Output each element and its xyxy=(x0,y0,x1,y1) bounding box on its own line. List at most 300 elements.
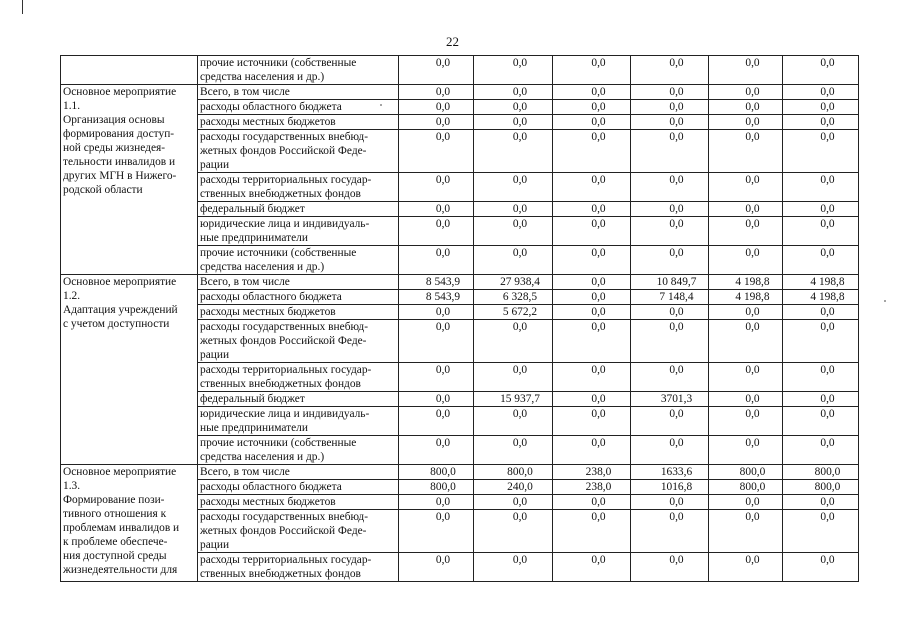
amount-cell xyxy=(631,510,709,553)
amount-value: 0,0 xyxy=(669,174,684,186)
text-line: жетных фондов Российской Феде- xyxy=(200,145,367,157)
text-line: расходы местных бюджетов xyxy=(200,116,336,128)
amount-cell xyxy=(783,465,859,480)
amount-cell xyxy=(709,130,783,173)
amount-value: 0,0 xyxy=(669,203,684,215)
amount-value: 0,0 xyxy=(820,101,835,113)
text-line: расходы областного бюджета xyxy=(200,481,342,493)
amount-value: 800,0 xyxy=(814,466,841,478)
text-line: Всего, в том числе xyxy=(200,276,290,288)
text-line: ственных внебюджетных фондов xyxy=(200,188,361,200)
funding-source-cell xyxy=(198,246,399,275)
amount-cell xyxy=(553,465,631,480)
amount-value: 0,0 xyxy=(512,511,528,523)
table-row xyxy=(61,465,859,480)
amount-cell xyxy=(783,320,859,363)
amount-cell xyxy=(631,56,709,85)
amount-cell xyxy=(631,320,709,363)
amount-cell xyxy=(553,480,631,495)
amount-value: 0,0 xyxy=(435,131,451,143)
amount-cell xyxy=(474,495,553,510)
amount-cell xyxy=(399,436,474,465)
amount-cell xyxy=(399,173,474,202)
amount-cell xyxy=(474,436,553,465)
amount-cell xyxy=(783,115,859,130)
amount-cell xyxy=(553,56,631,85)
amount-cell xyxy=(399,407,474,436)
amount-cell xyxy=(783,290,859,305)
amount-cell xyxy=(709,510,783,553)
text-line: расходы государственных внебюд- xyxy=(200,321,369,333)
amount-value: 0,0 xyxy=(435,203,451,215)
amount-cell xyxy=(474,202,553,217)
amount-value: 0,0 xyxy=(745,321,760,333)
table-row xyxy=(61,85,859,100)
funding-source-cell xyxy=(198,320,399,363)
amount-cell xyxy=(474,115,553,130)
amount-cell xyxy=(709,100,783,115)
amount-value: 0,0 xyxy=(435,496,451,508)
text-line: ной среды жизнедея- xyxy=(63,142,166,154)
amount-cell xyxy=(474,56,553,85)
text-line: расходы государственных внебюд- xyxy=(200,131,369,143)
text-line: 1.3. xyxy=(63,480,81,492)
amount-value: 0,0 xyxy=(591,116,606,128)
amount-value: 0,0 xyxy=(591,364,606,376)
funding-source-cell xyxy=(198,290,399,305)
amount-value: 0,0 xyxy=(669,116,684,128)
scan-edge-mark xyxy=(22,0,23,14)
amount-cell xyxy=(553,217,631,246)
amount-value: 238,0 xyxy=(585,481,612,493)
text-line: Основное мероприятие xyxy=(63,86,177,98)
amount-value: 0,0 xyxy=(512,437,528,449)
amount-cell xyxy=(709,363,783,392)
amount-cell xyxy=(783,130,859,173)
amount-value: 8 543,9 xyxy=(425,291,461,303)
amount-value: 0,0 xyxy=(669,511,684,523)
amount-value: 800,0 xyxy=(430,481,456,493)
amount-cell xyxy=(631,85,709,100)
amount-value: 0,0 xyxy=(820,496,835,508)
amount-value: 0,0 xyxy=(435,511,451,523)
amount-cell xyxy=(399,510,474,553)
amount-value: 0,0 xyxy=(512,101,528,113)
amount-value: 0,0 xyxy=(591,247,606,259)
amount-cell xyxy=(399,100,474,115)
amount-value: 5 672,2 xyxy=(502,306,538,318)
amount-cell xyxy=(783,246,859,275)
text-line: средства населения и др.) xyxy=(200,451,325,463)
amount-value: 4 198,8 xyxy=(735,276,770,288)
amount-value: 0,0 xyxy=(745,203,760,215)
text-line: юридические лица и индивидуаль- xyxy=(200,218,370,230)
text-line: расходы территориальных государ- xyxy=(200,174,372,186)
amount-cell xyxy=(783,495,859,510)
amount-value: 0,0 xyxy=(745,437,760,449)
amount-cell xyxy=(631,100,709,115)
amount-cell xyxy=(399,480,474,495)
amount-value: 800,0 xyxy=(814,481,841,493)
text-line: ные предприниматели xyxy=(200,422,308,434)
amount-cell xyxy=(399,363,474,392)
amount-cell xyxy=(783,553,859,582)
amount-value: 0,0 xyxy=(591,306,606,318)
amount-cell xyxy=(709,392,783,407)
amount-value: 800,0 xyxy=(739,481,766,493)
amount-cell xyxy=(783,305,859,320)
amount-value: 0,0 xyxy=(745,131,760,143)
text-line: прочие источники (собственные xyxy=(200,437,357,449)
amount-value: 0,0 xyxy=(591,174,606,186)
amount-cell xyxy=(631,553,709,582)
amount-cell xyxy=(399,115,474,130)
amount-cell xyxy=(553,115,631,130)
amount-cell xyxy=(553,436,631,465)
text-line: ные предприниматели xyxy=(200,232,308,244)
amount-cell xyxy=(631,217,709,246)
text-line: средства населения и др.) xyxy=(200,71,325,83)
amount-value: 0,0 xyxy=(745,218,760,230)
amount-cell xyxy=(631,495,709,510)
text-line: проблемам инвалидов и xyxy=(63,522,180,534)
amount-value: 0,0 xyxy=(820,203,835,215)
funding-source-cell xyxy=(198,85,399,100)
amount-value: 0,0 xyxy=(591,203,606,215)
activity-cell xyxy=(61,465,198,582)
funding-source-cell xyxy=(198,173,399,202)
funding-source-cell xyxy=(198,553,399,582)
amount-cell xyxy=(553,290,631,305)
amount-cell xyxy=(631,202,709,217)
amount-cell xyxy=(553,246,631,275)
amount-value: 0,0 xyxy=(745,86,760,98)
amount-value: 0,0 xyxy=(512,408,528,420)
amount-cell xyxy=(553,130,631,173)
text-line: Всего, в том числе xyxy=(200,466,290,478)
amount-value: 800,0 xyxy=(430,466,456,478)
amount-value: 0,0 xyxy=(669,57,684,69)
amount-value: 0,0 xyxy=(745,174,760,186)
funding-source-cell xyxy=(198,465,399,480)
amount-cell xyxy=(783,100,859,115)
amount-value: 0,0 xyxy=(745,57,760,69)
text-line: расходы местных бюджетов xyxy=(200,306,336,318)
amount-cell xyxy=(709,553,783,582)
amount-cell xyxy=(631,480,709,495)
text-line: расходы территориальных государ- xyxy=(200,554,372,566)
amount-value: 0,0 xyxy=(669,321,684,333)
funding-source-cell xyxy=(198,363,399,392)
amount-value: 0,0 xyxy=(435,393,451,405)
amount-value: 0,0 xyxy=(669,437,684,449)
amount-cell xyxy=(399,305,474,320)
amount-cell xyxy=(474,392,553,407)
amount-value: 0,0 xyxy=(591,511,606,523)
amount-value: 4 198,8 xyxy=(735,291,770,303)
amount-cell xyxy=(474,100,553,115)
amount-value: 0,0 xyxy=(591,408,606,420)
amount-cell xyxy=(474,465,553,480)
amount-cell xyxy=(709,465,783,480)
amount-value: 0,0 xyxy=(591,218,606,230)
activity-cell xyxy=(61,275,198,465)
amount-cell xyxy=(709,217,783,246)
amount-cell xyxy=(631,290,709,305)
amount-value: 7 148,4 xyxy=(659,291,694,303)
amount-cell xyxy=(631,407,709,436)
amount-value: 0,0 xyxy=(745,247,760,259)
text-line: прочие источники (собственные xyxy=(200,57,357,69)
amount-value: 0,0 xyxy=(435,364,451,376)
amount-value: 0,0 xyxy=(669,247,684,259)
text-line: Формирование пози- xyxy=(63,494,165,506)
funding-source-cell xyxy=(198,130,399,173)
amount-cell xyxy=(631,436,709,465)
amount-value: 0,0 xyxy=(745,496,760,508)
amount-value: 0,0 xyxy=(435,218,451,230)
amount-value: 0,0 xyxy=(820,247,835,259)
amount-cell xyxy=(631,465,709,480)
amount-value: 0,0 xyxy=(820,408,835,420)
amount-value: 0,0 xyxy=(435,101,451,113)
amount-cell xyxy=(474,510,553,553)
amount-value: 0,0 xyxy=(435,57,451,69)
amount-cell xyxy=(474,246,553,275)
amount-cell xyxy=(783,56,859,85)
amount-value: 0,0 xyxy=(591,321,606,333)
activity-cell xyxy=(61,85,198,275)
amount-value: 0,0 xyxy=(669,218,684,230)
amount-value: 0,0 xyxy=(820,321,835,333)
text-line: расходы областного бюджета xyxy=(200,101,342,113)
amount-value: 0,0 xyxy=(669,131,684,143)
text-line: средства населения и др.) xyxy=(200,261,325,273)
amount-value: 0,0 xyxy=(591,437,606,449)
amount-value: 0,0 xyxy=(820,131,835,143)
amount-value: 3701,3 xyxy=(660,393,693,405)
amount-value: 0,0 xyxy=(745,101,760,113)
amount-value: 0,0 xyxy=(435,247,451,259)
text-line: жетных фондов Российской Феде- xyxy=(200,525,367,537)
amount-value: 0,0 xyxy=(435,321,451,333)
amount-cell xyxy=(553,305,631,320)
text-line: жетных фондов Российской Феде- xyxy=(200,335,367,347)
amount-cell xyxy=(474,275,553,290)
funding-source-cell xyxy=(198,392,399,407)
amount-value: 0,0 xyxy=(591,554,606,566)
amount-cell xyxy=(631,115,709,130)
amount-value: 0,0 xyxy=(745,306,760,318)
amount-value: 0,0 xyxy=(745,393,760,405)
activity-cell-continued xyxy=(61,56,198,85)
amount-value: 0,0 xyxy=(820,57,835,69)
amount-value: 0,0 xyxy=(512,174,528,186)
amount-value: 0,0 xyxy=(512,247,528,259)
amount-value: 0,0 xyxy=(512,554,528,566)
amount-cell xyxy=(631,130,709,173)
amount-value: 0,0 xyxy=(820,511,835,523)
amount-cell xyxy=(709,275,783,290)
amount-cell xyxy=(553,495,631,510)
amount-value: 0,0 xyxy=(669,101,684,113)
funding-source-cell xyxy=(198,305,399,320)
scan-speck xyxy=(884,300,886,302)
amount-value: 0,0 xyxy=(820,306,835,318)
amount-value: 6 328,5 xyxy=(502,291,538,303)
amount-value: 0,0 xyxy=(669,364,684,376)
amount-value: 0,0 xyxy=(820,218,835,230)
text-line: расходы местных бюджетов xyxy=(200,496,336,508)
amount-cell xyxy=(399,130,474,173)
amount-value: 0,0 xyxy=(591,291,606,303)
amount-value: 0,0 xyxy=(591,86,606,98)
amount-cell xyxy=(399,217,474,246)
amount-cell xyxy=(783,510,859,553)
amount-cell xyxy=(631,173,709,202)
amount-cell xyxy=(399,202,474,217)
amount-value: 0,0 xyxy=(512,57,528,69)
funding-source-cell xyxy=(198,115,399,130)
amount-cell xyxy=(553,392,631,407)
amount-cell xyxy=(631,392,709,407)
amount-cell xyxy=(399,495,474,510)
amount-cell xyxy=(783,363,859,392)
amount-value: 0,0 xyxy=(512,116,528,128)
amount-cell xyxy=(553,100,631,115)
amount-value: 0,0 xyxy=(591,57,606,69)
text-line: Основное мероприятие xyxy=(63,276,177,288)
amount-value: 238,0 xyxy=(585,466,612,478)
amount-value: 8 543,9 xyxy=(425,276,461,288)
amount-value: 0,0 xyxy=(435,306,451,318)
amount-value: 0,0 xyxy=(669,306,684,318)
amount-cell xyxy=(399,553,474,582)
budget-table-body xyxy=(61,56,859,582)
amount-cell xyxy=(709,173,783,202)
text-line: Организация основы xyxy=(63,114,165,126)
amount-value: 0,0 xyxy=(745,511,760,523)
amount-cell xyxy=(553,173,631,202)
page-number: 22 xyxy=(446,34,459,49)
amount-cell xyxy=(783,436,859,465)
amount-cell xyxy=(553,407,631,436)
amount-cell xyxy=(783,173,859,202)
text-line: других МГН в Нижего- xyxy=(63,170,177,182)
text-line: тельности инвалидов и xyxy=(63,156,176,168)
funding-source-cell xyxy=(198,202,399,217)
amount-cell xyxy=(783,480,859,495)
text-line: федеральный бюджет xyxy=(200,393,305,405)
amount-value: 0,0 xyxy=(745,364,760,376)
text-line: родской области xyxy=(63,184,143,196)
amount-value: 0,0 xyxy=(512,218,528,230)
amount-cell xyxy=(474,130,553,173)
amount-value: 0,0 xyxy=(669,408,684,420)
amount-cell xyxy=(709,480,783,495)
funding-source-cell xyxy=(198,275,399,290)
text-line: прочие источники (собственные xyxy=(200,247,357,259)
table-row xyxy=(61,56,859,85)
amount-value: 0,0 xyxy=(669,86,684,98)
amount-value: 27 938,4 xyxy=(500,276,540,288)
funding-source-cell xyxy=(198,217,399,246)
amount-cell xyxy=(474,480,553,495)
funding-source-cell xyxy=(198,495,399,510)
text-line: федеральный бюджет xyxy=(200,203,305,215)
amount-value: 0,0 xyxy=(820,364,835,376)
text-line: рации xyxy=(200,539,230,551)
amount-cell xyxy=(709,305,783,320)
text-line: Адаптация учреждений xyxy=(63,304,178,316)
text-line: рации xyxy=(200,349,230,361)
table-row xyxy=(61,275,859,290)
amount-cell xyxy=(553,553,631,582)
amount-cell xyxy=(399,320,474,363)
amount-cell xyxy=(709,495,783,510)
amount-value: 0,0 xyxy=(435,86,451,98)
text-line: Всего, в том числе xyxy=(200,86,290,98)
amount-cell xyxy=(399,85,474,100)
amount-cell xyxy=(474,85,553,100)
amount-value: 0,0 xyxy=(435,116,451,128)
amount-cell xyxy=(553,510,631,553)
amount-cell xyxy=(474,305,553,320)
amount-cell xyxy=(709,202,783,217)
amount-cell xyxy=(631,246,709,275)
amount-value: 0,0 xyxy=(591,496,606,508)
amount-cell xyxy=(474,217,553,246)
funding-source-cell xyxy=(198,100,399,115)
amount-cell xyxy=(783,85,859,100)
text-line: Основное мероприятие xyxy=(63,466,177,478)
amount-value: 0,0 xyxy=(669,496,684,508)
amount-cell xyxy=(709,115,783,130)
amount-value: 0,0 xyxy=(745,116,760,128)
amount-cell xyxy=(709,246,783,275)
text-line: тивного отношения к xyxy=(63,508,167,520)
amount-value: 0,0 xyxy=(435,408,451,420)
amount-value: 0,0 xyxy=(591,393,606,405)
amount-cell xyxy=(474,363,553,392)
amount-cell xyxy=(709,320,783,363)
amount-cell xyxy=(553,202,631,217)
amount-value: 1016,8 xyxy=(660,481,693,493)
funding-source-cell xyxy=(198,436,399,465)
amount-cell xyxy=(631,305,709,320)
text-line: формирования доступ- xyxy=(63,128,175,140)
amount-value: 800,0 xyxy=(507,466,533,478)
text-line: расходы областного бюджета xyxy=(200,291,342,303)
amount-value: 0,0 xyxy=(512,321,528,333)
amount-cell xyxy=(474,320,553,363)
text-line: с учетом доступности xyxy=(63,318,170,330)
text-line: расходы государственных внебюд- xyxy=(200,511,369,523)
amount-cell xyxy=(631,275,709,290)
amount-value: 0,0 xyxy=(435,554,451,566)
amount-cell xyxy=(553,85,631,100)
amount-cell xyxy=(399,290,474,305)
funding-source-cell xyxy=(198,510,399,553)
amount-value: 0,0 xyxy=(512,496,528,508)
amount-cell xyxy=(474,407,553,436)
amount-value: 4 198,8 xyxy=(810,291,845,303)
amount-value: 0,0 xyxy=(512,86,528,98)
amount-cell xyxy=(631,363,709,392)
amount-value: 0,0 xyxy=(820,393,835,405)
amount-cell xyxy=(399,465,474,480)
amount-cell xyxy=(474,553,553,582)
